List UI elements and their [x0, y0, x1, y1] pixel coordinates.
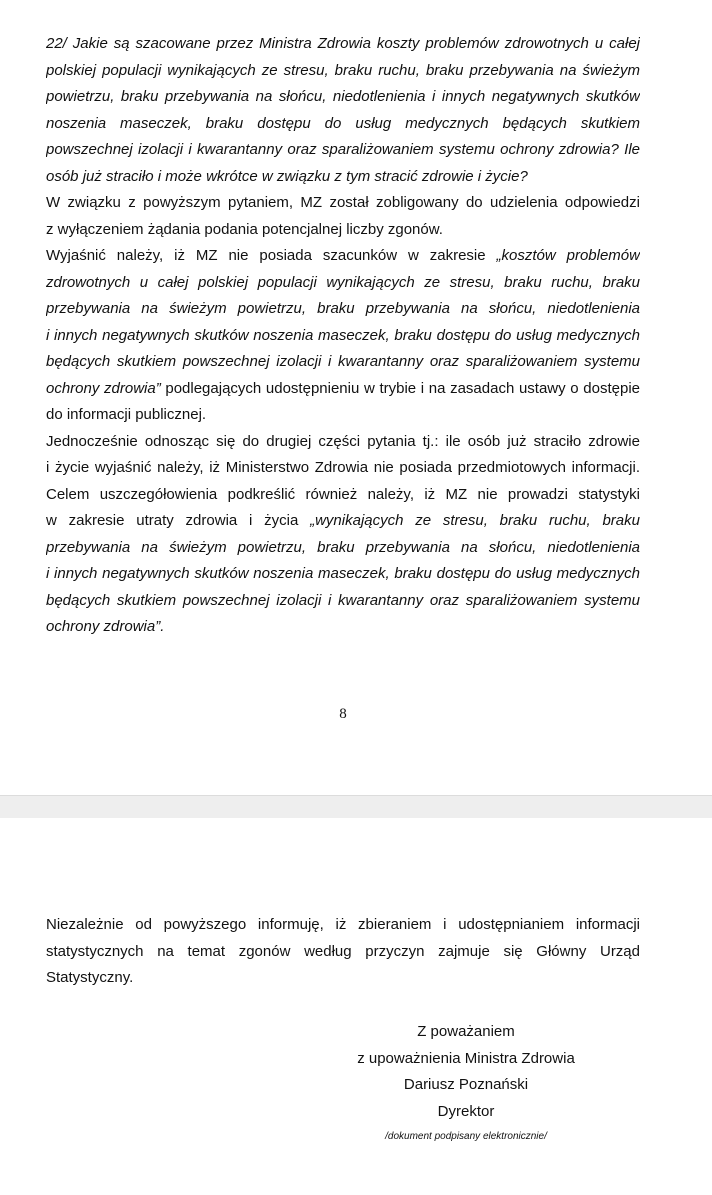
text-line: Celem uszczegółowienia podkreślić również należy, iż MZ nie prowadzi statystyki	[46, 485, 640, 503]
text-line: i życie wyjaśnić należy, iż Ministerstwo Zdrowia nie posiada przedmiotowych informacji.	[46, 459, 640, 476]
text-line: przebywania na świeżym powietrzu, braku przebywania na słońcu, niedotlenienia	[46, 300, 640, 317]
signatory-position: Dyrektor	[437, 1102, 495, 1120]
text-line: będących skutkiem powszechnej izolacji i kwarantanny oraz sparaliżowaniem systemu	[46, 353, 640, 370]
text-line: W związku z powyższym pytaniem, MZ został zobligowany do udzielenia odpowiedzi	[46, 194, 640, 211]
text-line: polskiej populacji wynikających ze stresu, braku ruchu, braku przebywania na świeżym	[46, 61, 640, 79]
text-line: z wyłączeniem żądania podania potencjalnej liczby zgonów.	[46, 220, 443, 238]
closing-greeting: Z poważaniem	[417, 1023, 515, 1040]
text-line: osób już straciło i może wkrótce w związku z tym stracić zdrowie i życie?	[46, 167, 528, 185]
text-line: powietrzu, braku przebywania na słońcu, niedotlenienia i innych negatywnych skutków	[46, 88, 640, 105]
text-line: ochrony zdrowia” podlegających udostępnieniu w trybie i na zasadach ustawy o dostępie	[46, 379, 640, 397]
text-line: Statystyczny.	[46, 969, 134, 986]
text-line: i innych negatywnych skutków noszenia maseczek, braku dostępu do usług medycznych	[46, 565, 640, 582]
closing-authority: z upoważnienia Ministra Zdrowia	[357, 1049, 575, 1067]
signature-note: /dokument podpisany elektronicznie/	[385, 1131, 547, 1142]
text-line: i innych negatywnych skutków noszenia maseczek, braku dostępu do usług medycznych	[46, 326, 640, 344]
text-line: przebywania na świeżym powietrzu, braku przebywania na słońcu, niedotlenienia	[46, 538, 640, 556]
text-line: Wyjaśnić należy, iż MZ nie posiada szacunków w zakresie „kosztów problemów	[46, 247, 640, 264]
text-line: ochrony zdrowia”.	[46, 618, 165, 635]
page-number: 8	[339, 706, 347, 722]
text-line: powszechnej izolacji i kwarantanny oraz sparaliżowaniem systemu ochrony zdrowia? Ile	[46, 141, 640, 158]
page-9-body	[46, 912, 640, 992]
text-line: do informacji publicznej.	[46, 406, 207, 423]
text-line: statystycznych na temat zgonów według przyczyn zajmuje się Główny Urząd	[46, 942, 640, 960]
text-line: w zakresie utraty zdrowia i życia „wynikających ze stresu, braku ruchu, braku	[46, 512, 640, 529]
text-line: będących skutkiem powszechnej izolacji i kwarantanny oraz sparaliżowaniem systemu	[46, 591, 640, 609]
page-separator	[0, 795, 712, 819]
text-line: 22/ Jakie są szacowane przez Ministra Zdrowia koszty problemów zdrowotnych u całej	[46, 35, 640, 52]
text-line: noszenia maseczek, braku dostępu do usług medycznych będących skutkiem	[46, 114, 640, 132]
page-8-body	[46, 31, 640, 641]
signatory-name: Dariusz Poznański	[403, 1076, 529, 1093]
closing-block	[300, 1019, 632, 1149]
text-line: zdrowotnych u całej polskiej populacji wynikających ze stresu, braku ruchu, braku	[46, 273, 640, 291]
text-line: Niezależnie od powyższego informuję, iż zbieraniem i udostępnianiem informacji	[46, 916, 640, 933]
text-line: Jednocześnie odnosząc się do drugiej części pytania tj.: ile osób już straciło zdrowie	[46, 432, 640, 450]
